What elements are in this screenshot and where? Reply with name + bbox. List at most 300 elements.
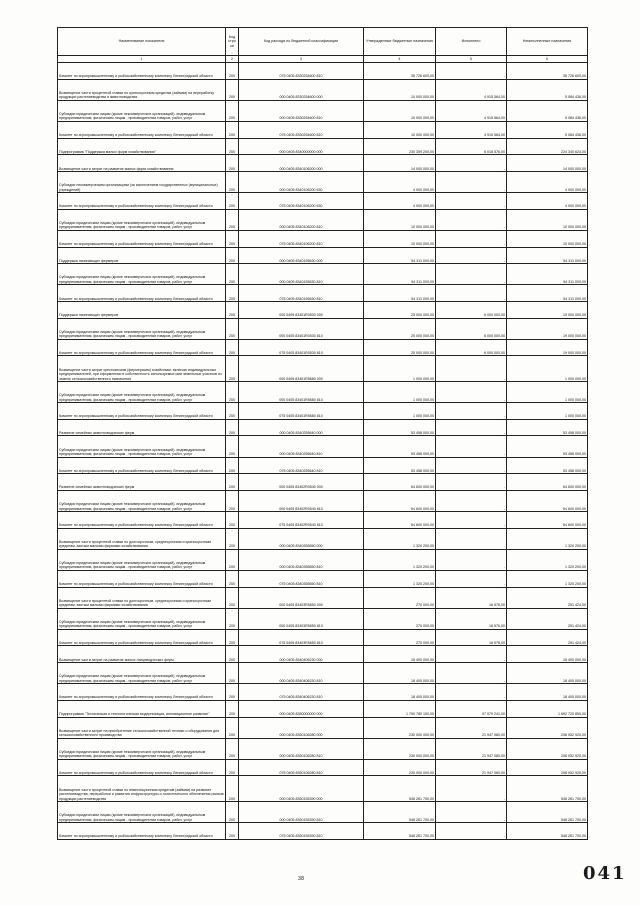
cell-line-code: 200: [226, 155, 239, 172]
cell-line-code: 200: [226, 79, 239, 100]
cell-name: Комитет по агропромышленному и рыбохозяйственному комплексу Ленинградской области: [58, 457, 226, 474]
cell-approved: 230 000 000,00: [364, 717, 436, 738]
cell-budget-code: 075 0405 8330254600 810: [239, 63, 364, 80]
table-row: [58, 570, 588, 587]
table-row: [58, 776, 588, 802]
cell-approved: 14 000 000,00: [364, 155, 436, 172]
cell-line-code: 200: [226, 247, 239, 264]
cell-name: Подпрограмма "Поддержка малых форм хозяйствования": [58, 138, 226, 155]
cell-line-code: 200: [226, 700, 239, 717]
cell-approved: 1 000 000,00: [364, 356, 436, 382]
cell-line-code: 200: [226, 121, 239, 138]
cell-name: Комитет по агропромышленному и рыбохозяйственному комплексу Ленинградской области: [58, 759, 226, 776]
cell-approved: 546 261 700,00: [364, 823, 436, 840]
cell-unexecuted: 18 400 000,00: [507, 663, 588, 684]
cell-line-code: 200: [226, 381, 239, 402]
cell-unexecuted: 1 320 200,00: [507, 549, 588, 570]
cell-approved: 53 458 000,00: [364, 457, 436, 474]
cell-executed: -: [436, 474, 507, 491]
cell-approved: 53 458 000,00: [364, 419, 436, 436]
cell-budget-code: 000 0405 8340155630 810: [239, 264, 364, 285]
cell-budget-code: 000 0405 8340255640 000: [239, 419, 364, 436]
cell-name: Субсидии юридическим лицам (кроме некоммерческих организаций), индивидуальным предпринимателям, физическим лицам - производителям товаров, работ, услуг: [58, 318, 226, 339]
cell-executed: -: [436, 193, 507, 210]
cell-name: Субсидии юридическим лицам (кроме некоммерческих организаций), индивидуальным предпринимателям, физическим лицам - производителям товаров, работ, услуг: [58, 608, 226, 629]
table-row: [58, 339, 588, 356]
table-row: [58, 381, 588, 402]
cell-budget-code: 000 0405 8340155630 000: [239, 247, 364, 264]
table-row: [58, 759, 588, 776]
cell-line-code: 200: [226, 100, 239, 121]
cell-executed: 6 018 576,00: [436, 138, 507, 155]
cell-name: Развитие семейных животноводческих ферм: [58, 474, 226, 491]
cell-budget-code: 075 0405 83401R0530 810: [239, 339, 364, 356]
table-body: [58, 63, 588, 840]
cell-name: Возмещение части процентной ставки по долгосрочным, среднесрочным и краткосрочным кредитам, взятым малыми формами хозяйствования: [58, 587, 226, 608]
cell-budget-code: 075 0405 83403R5650 810: [239, 629, 364, 646]
cell-approved: 54 311 000,00: [364, 285, 436, 302]
cell-approved: 64 600 000,00: [364, 511, 436, 528]
cell-unexecuted: 53 458 000,00: [507, 436, 588, 457]
cell-line-code: 200: [226, 356, 239, 382]
cell-executed: -: [436, 570, 507, 587]
cell-line-code: 200: [226, 549, 239, 570]
cell-unexecuted: 1 000 000,00: [507, 381, 588, 402]
cell-executed: 21 947 080,00: [436, 717, 507, 738]
cell-name: Возмещение части процентной ставки по краткосрочным кредитам (займам) на переработку продукции растениеводства и животноводства: [58, 79, 226, 100]
table-row: [58, 155, 588, 172]
cell-name: Субсидии юридическим лицам (кроме некоммерческих организаций), индивидуальным предпринимателям, физическим лицам - производителям товаров, работ, услуг: [58, 490, 226, 511]
table-row: [58, 209, 588, 230]
column-number: 3: [239, 56, 364, 63]
cell-executed: 21 947 080,00: [436, 738, 507, 759]
cell-approved: 18 400 000,00: [364, 684, 436, 701]
cell-executed: 6 000 000,00: [436, 318, 507, 339]
cell-name: Субсидии юридическим лицам (кроме некоммерческих организаций), индивидуальным предпринимателям, физическим лицам - производителям товаров, работ, услуг: [58, 738, 226, 759]
cell-budget-code: 000 0405 8350000000 000: [239, 700, 364, 717]
cell-line-code: 200: [226, 193, 239, 210]
cell-approved: 18 400 000,00: [364, 663, 436, 684]
cell-line-code: 200: [226, 339, 239, 356]
cell-line-code: 200: [226, 629, 239, 646]
cell-executed: 18 576,00: [436, 587, 507, 608]
cell-unexecuted: 19 000 000,00: [507, 318, 588, 339]
cell-name: Комитет по агропромышленному и рыбохозяйственному комплексу Ленинградской области: [58, 511, 226, 528]
table-row: [58, 264, 588, 285]
cell-unexecuted: 36 726 600,00: [507, 63, 588, 80]
cell-approved: 1 320 200,00: [364, 528, 436, 549]
cell-name: Возмещение части затрат на развитие малых птицеводческих ферм: [58, 646, 226, 663]
cell-approved: 1 320 200,00: [364, 570, 436, 587]
cell-line-code: 200: [226, 570, 239, 587]
cell-name: Субсидии юридическим лицам (кроме некоммерческих организаций), индивидуальным предпринимателям, физическим лицам - производителям товаров, работ, услуг: [58, 209, 226, 230]
stamp-number: 041: [583, 863, 627, 884]
cell-executed: -: [436, 209, 507, 230]
cell-budget-code: 075 0405 8340255640 810: [239, 457, 364, 474]
cell-unexecuted: 14 000 000,00: [507, 155, 588, 172]
page-number: 38: [298, 876, 305, 882]
cell-budget-code: 000 0405 8340000000 000: [239, 138, 364, 155]
cell-name: Комитет по агропромышленному и рыбохозяйственному комплексу Ленинградской области: [58, 629, 226, 646]
cell-executed: -: [436, 171, 507, 192]
cell-unexecuted: 5 084 436,00: [507, 100, 588, 121]
cell-executed: -: [436, 264, 507, 285]
table-row: [58, 801, 588, 822]
cell-executed: -: [436, 646, 507, 663]
cell-name: Субсидии юридическим лицам (кроме некоммерческих организаций), индивидуальным предпринимателям, физическим лицам - производителям товаров, работ, услуг: [58, 549, 226, 570]
table-row: [58, 608, 588, 629]
cell-executed: -: [436, 381, 507, 402]
cell-line-code: 200: [226, 138, 239, 155]
cell-line-code: 200: [226, 823, 239, 840]
cell-line-code: 200: [226, 63, 239, 80]
header-name: Наименование показателя: [58, 28, 226, 56]
cell-budget-code: 000 0405 83401R5680 000: [239, 356, 364, 382]
cell-executed: 18 576,00: [436, 608, 507, 629]
table-row: [58, 823, 588, 840]
cell-budget-code: 075 0405 8340406230 810: [239, 684, 364, 701]
cell-line-code: 200: [226, 457, 239, 474]
cell-budget-code: 000 0405 8340406230 000: [239, 646, 364, 663]
cell-approved: 270 000,00: [364, 629, 436, 646]
header-budget-code: Код расхода по бюджетной классификации: [239, 28, 364, 56]
table-row: [58, 457, 588, 474]
column-number: 5: [436, 56, 507, 63]
cell-line-code: 200: [226, 209, 239, 230]
cell-unexecuted: 4 000 000,00: [507, 193, 588, 210]
cell-line-code: 200: [226, 801, 239, 822]
cell-approved: 25 000 000,00: [364, 318, 436, 339]
cell-line-code: 200: [226, 419, 239, 436]
cell-name: Поддержка начинающих фермеров: [58, 247, 226, 264]
cell-unexecuted: 18 400 000,00: [507, 646, 588, 663]
table-row: [58, 318, 588, 339]
cell-name: Возмещение части процентной ставки по инвестиционным кредитам (займам) на развитие растениеводства, переработки и развития инфраструктуры и логистического обеспечения рынков продукции растениеводства: [58, 776, 226, 802]
cell-executed: -: [436, 776, 507, 802]
cell-executed: 6 000 000,00: [436, 339, 507, 356]
cell-approved: 25 000 000,00: [364, 339, 436, 356]
cell-executed: -: [436, 247, 507, 264]
cell-approved: 10 000 000,00: [364, 230, 436, 247]
cell-unexecuted: 10 000 000,00: [507, 230, 588, 247]
cell-unexecuted: 4 000 000,00: [507, 171, 588, 192]
cell-budget-code: 075 0405 8340355650 810: [239, 570, 364, 587]
cell-approved: 10 000 000,00: [364, 121, 436, 138]
cell-line-code: 200: [226, 684, 239, 701]
cell-unexecuted: 1 000 000,00: [507, 403, 588, 420]
cell-approved: 1 320 200,00: [364, 549, 436, 570]
cell-line-code: 200: [226, 474, 239, 491]
cell-line-code: 200: [226, 717, 239, 738]
budget-table: [57, 27, 588, 840]
cell-approved: 18 400 000,00: [364, 646, 436, 663]
cell-budget-code: 000 0405 8350106280 810: [239, 738, 364, 759]
table-row: [58, 356, 588, 382]
cell-executed: -: [436, 63, 507, 80]
cell-line-code: 200: [226, 490, 239, 511]
cell-line-code: 200: [226, 776, 239, 802]
table-row: [58, 247, 588, 264]
cell-budget-code: 000 0405 83402R0540 810: [239, 490, 364, 511]
cell-budget-code: 000 0405 83401R5680 810: [239, 381, 364, 402]
cell-approved: 230 000 000,00: [364, 759, 436, 776]
table-row: [58, 230, 588, 247]
cell-name: Субсидии юридическим лицам (кроме некоммерческих организаций), индивидуальным предпринимателям, физическим лицам - производителям товаров, работ, услуг: [58, 436, 226, 457]
cell-approved: 270 000,00: [364, 587, 436, 608]
cell-budget-code: 000 0405 83403R5650 000: [239, 587, 364, 608]
cell-line-code: 200: [226, 301, 239, 318]
cell-line-code: 200: [226, 528, 239, 549]
cell-name: Комитет по агропромышленному и рыбохозяйственному комплексу Ленинградской области: [58, 63, 226, 80]
cell-approved: 230 000 000,00: [364, 738, 436, 759]
table-row: [58, 436, 588, 457]
cell-unexecuted: 53 458 000,00: [507, 457, 588, 474]
cell-budget-code: 000 0405 8340106200 810: [239, 209, 364, 230]
table-row: [58, 138, 588, 155]
table-row: [58, 79, 588, 100]
cell-executed: -: [436, 823, 507, 840]
cell-unexecuted: 19 000 000,00: [507, 301, 588, 318]
cell-budget-code: 075 0405 8340106200 810: [239, 230, 364, 247]
cell-executed: 21 947 080,00: [436, 759, 507, 776]
column-number-row: [58, 56, 588, 63]
table-row: [58, 403, 588, 420]
cell-budget-code: 000 0405 8350106280 000: [239, 717, 364, 738]
cell-line-code: 200: [226, 663, 239, 684]
cell-unexecuted: 54 311 000,00: [507, 285, 588, 302]
table-row: [58, 474, 588, 491]
cell-unexecuted: 546 261 700,00: [507, 776, 588, 802]
cell-executed: 18 576,00: [436, 629, 507, 646]
cell-unexecuted: 64 600 000,00: [507, 474, 588, 491]
cell-executed: -: [436, 155, 507, 172]
cell-budget-code: 000 0405 83401R0530 000: [239, 301, 364, 318]
cell-name: Субсидии некоммерческим организациям (за исключением государственных (муниципальных) учреждений): [58, 171, 226, 192]
cell-approved: 10 000 000,00: [364, 209, 436, 230]
cell-unexecuted: 1 320 200,00: [507, 528, 588, 549]
cell-name: Возмещение части затрат крестьянским (фермерским) хозяйствам, включая индивидуальных предпринимателей, при оформлении в собственность используемых ими земельных участков из земель сельскохозяйственного назначения: [58, 356, 226, 382]
cell-approved: 64 600 000,00: [364, 474, 436, 491]
cell-budget-code: 075 0405 8340155630 810: [239, 285, 364, 302]
table-row: [58, 549, 588, 570]
cell-approved: 25 000 000,00: [364, 301, 436, 318]
cell-approved: 1 000 000,00: [364, 403, 436, 420]
cell-budget-code: 000 0405 8340355650 000: [239, 528, 364, 549]
cell-approved: 1 790 780 100,00: [364, 700, 436, 717]
cell-unexecuted: 208 052 920,00: [507, 717, 588, 738]
table-row: [58, 100, 588, 121]
table-row: [58, 171, 588, 192]
cell-line-code: 200: [226, 436, 239, 457]
cell-name: Субсидии юридическим лицам (кроме некоммерческих организаций), индивидуальным предпринимателям, физическим лицам - производителям товаров, работ, услуг: [58, 264, 226, 285]
table-row: [58, 511, 588, 528]
cell-line-code: 200: [226, 230, 239, 247]
table-row: [58, 587, 588, 608]
table-row: [58, 490, 588, 511]
cell-approved: 546 261 700,00: [364, 801, 436, 822]
cell-name: Возмещение части затрат на приобретение сельскохозяйственной техники и оборудования для сельскохозяйственного производства: [58, 717, 226, 738]
cell-unexecuted: 54 311 000,00: [507, 247, 588, 264]
cell-executed: 4 915 564,00: [436, 100, 507, 121]
cell-executed: -: [436, 528, 507, 549]
cell-name: Комитет по агропромышленному и рыбохозяйственному комплексу Ленинградской области: [58, 121, 226, 138]
header-row: [58, 28, 588, 56]
header-executed: Исполнено: [436, 28, 507, 56]
cell-unexecuted: 208 052 920,00: [507, 738, 588, 759]
cell-unexecuted: 64 600 000,00: [507, 490, 588, 511]
cell-executed: -: [436, 684, 507, 701]
cell-budget-code: 000 0405 8340106200 000: [239, 155, 364, 172]
table-row: [58, 419, 588, 436]
cell-line-code: 200: [226, 738, 239, 759]
cell-line-code: 200: [226, 264, 239, 285]
cell-line-code: 200: [226, 608, 239, 629]
cell-budget-code: 000 0405 8340106200 630: [239, 171, 364, 192]
cell-approved: 64 600 000,00: [364, 490, 436, 511]
cell-unexecuted: 208 052 920,00: [507, 759, 588, 776]
header-approved: Утвержденные бюджетные назначения: [364, 28, 436, 56]
cell-unexecuted: 251 424,00: [507, 587, 588, 608]
cell-unexecuted: 251 424,00: [507, 608, 588, 629]
table-row: [58, 646, 588, 663]
cell-approved: 10 000 000,00: [364, 79, 436, 100]
cell-line-code: 200: [226, 646, 239, 663]
cell-unexecuted: 546 261 700,00: [507, 823, 588, 840]
cell-approved: 270 000,00: [364, 608, 436, 629]
table-row: [58, 121, 588, 138]
column-number: 2: [226, 56, 239, 63]
cell-name: Субсидии юридическим лицам (кроме некоммерческих организаций), индивидуальным предпринимателям, физическим лицам - производителям товаров, работ, услуг: [58, 663, 226, 684]
cell-name: Комитет по агропромышленному и рыбохозяйственному комплексу Ленинградской области: [58, 823, 226, 840]
cell-line-code: 200: [226, 403, 239, 420]
cell-unexecuted: 1 692 720 859,00: [507, 700, 588, 717]
cell-budget-code: 000 0405 83402R0540 000: [239, 474, 364, 491]
cell-budget-code: 000 0405 83401R0530 810: [239, 318, 364, 339]
cell-executed: 4 915 564,00: [436, 79, 507, 100]
cell-executed: -: [436, 549, 507, 570]
cell-executed: 6 000 000,00: [436, 301, 507, 318]
cell-budget-code: 000 0405 8350155390 810: [239, 801, 364, 822]
cell-budget-code: 000 0405 83403R5650 810: [239, 608, 364, 629]
cell-executed: -: [436, 801, 507, 822]
table-row: [58, 193, 588, 210]
cell-unexecuted: 18 400 000,00: [507, 684, 588, 701]
cell-budget-code: 075 0405 8350106280 810: [239, 759, 364, 776]
cell-line-code: 200: [226, 759, 239, 776]
cell-line-code: 200: [226, 587, 239, 608]
cell-name: Возмещение части процентной ставки по долгосрочным, среднесрочным и краткосрочным кредитам, взятым малыми формами хозяйствования: [58, 528, 226, 549]
cell-approved: 54 311 000,00: [364, 264, 436, 285]
table-row: [58, 629, 588, 646]
cell-unexecuted: 251 424,00: [507, 629, 588, 646]
cell-line-code: 200: [226, 318, 239, 339]
table-row: [58, 301, 588, 318]
table-row: [58, 738, 588, 759]
cell-budget-code: 075 0405 83402R0540 810: [239, 511, 364, 528]
cell-unexecuted: 54 311 000,00: [507, 264, 588, 285]
cell-unexecuted: 10 000 000,00: [507, 209, 588, 230]
cell-name: Развитие семейных животноводческих ферм: [58, 419, 226, 436]
cell-name: Комитет по агропромышленному и рыбохозяйственному комплексу Ленинградской области: [58, 403, 226, 420]
table-row: [58, 285, 588, 302]
cell-executed: -: [436, 436, 507, 457]
cell-name: Субсидии юридическим лицам (кроме некоммерческих организаций), индивидуальным предпринимателям, физическим лицам - производителям товаров, работ, услуг: [58, 381, 226, 402]
cell-line-code: 200: [226, 285, 239, 302]
cell-executed: -: [436, 511, 507, 528]
cell-approved: 36 726 600,00: [364, 63, 436, 80]
cell-budget-code: 000 0405 8350155390 000: [239, 776, 364, 802]
cell-unexecuted: 5 084 436,00: [507, 121, 588, 138]
cell-executed: -: [436, 230, 507, 247]
cell-approved: 4 000 000,00: [364, 193, 436, 210]
cell-executed: -: [436, 403, 507, 420]
cell-line-code: 200: [226, 511, 239, 528]
cell-name: Комитет по агропромышленному и рыбохозяйственному комплексу Ленинградской области: [58, 684, 226, 701]
cell-executed: -: [436, 356, 507, 382]
cell-budget-code: 075 0405 8340106200 630: [239, 193, 364, 210]
cell-name: Подпрограмма "Техническая и технологическая модернизация, инновационное развитие": [58, 700, 226, 717]
cell-budget-code: 075 0405 8350155390 810: [239, 823, 364, 840]
cell-executed: 4 915 564,00: [436, 121, 507, 138]
cell-name: Возмещение части затрат на развитие малых форм хозяйствования: [58, 155, 226, 172]
cell-name: Комитет по агропромышленному и рыбохозяйственному комплексу Ленинградской области: [58, 193, 226, 210]
cell-executed: -: [436, 457, 507, 474]
cell-line-code: 200: [226, 171, 239, 192]
cell-unexecuted: 224 340 624,00: [507, 138, 588, 155]
cell-executed: -: [436, 490, 507, 511]
cell-approved: 54 311 000,00: [364, 247, 436, 264]
cell-name: Комитет по агропромышленному и рыбохозяйственному комплексу Ленинградской области: [58, 339, 226, 356]
cell-approved: 53 458 000,00: [364, 436, 436, 457]
table-row: [58, 700, 588, 717]
column-number: 4: [364, 56, 436, 63]
cell-executed: -: [436, 285, 507, 302]
column-number: 1: [58, 56, 226, 63]
cell-unexecuted: 64 600 000,00: [507, 511, 588, 528]
cell-approved: 4 000 000,00: [364, 171, 436, 192]
table-row: [58, 684, 588, 701]
cell-name: Поддержка начинающих фермеров: [58, 301, 226, 318]
cell-unexecuted: 1 000 000,00: [507, 356, 588, 382]
cell-budget-code: 000 0405 8330254600 810: [239, 100, 364, 121]
cell-budget-code: 075 0405 8330254600 810: [239, 121, 364, 138]
cell-name: Комитет по агропромышленному и рыбохозяйственному комплексу Ленинградской области: [58, 285, 226, 302]
cell-unexecuted: 5 084 436,00: [507, 79, 588, 100]
cell-executed: -: [436, 663, 507, 684]
cell-unexecuted: 1 320 200,00: [507, 570, 588, 587]
cell-executed: -: [436, 419, 507, 436]
cell-executed: 97 979 241,00: [436, 700, 507, 717]
cell-budget-code: 000 0405 8330254600 000: [239, 79, 364, 100]
header-unexecuted: Неисполненные назначения: [507, 28, 588, 56]
cell-approved: 1 000 000,00: [364, 381, 436, 402]
table-row: [58, 528, 588, 549]
cell-approved: 230 359 200,00: [364, 138, 436, 155]
table-row: [58, 717, 588, 738]
column-number: 6: [507, 56, 588, 63]
cell-name: Субсидии юридическим лицам (кроме некоммерческих организаций), индивидуальным предпринимателям, физическим лицам - производителям товаров, работ, услуг: [58, 801, 226, 822]
cell-budget-code: 000 0405 8340355650 810: [239, 549, 364, 570]
cell-approved: 10 000 000,00: [364, 100, 436, 121]
table-row: [58, 663, 588, 684]
cell-unexecuted: 546 261 700,00: [507, 801, 588, 822]
cell-name: Комитет по агропромышленному и рыбохозяйственному комплексу Ленинградской области: [58, 230, 226, 247]
cell-budget-code: 000 0405 8340255640 810: [239, 436, 364, 457]
cell-approved: 546 261 700,00: [364, 776, 436, 802]
table-row: [58, 63, 588, 80]
cell-name: Субсидии юридическим лицам (кроме некоммерческих организаций), индивидуальным предпринимателям, физическим лицам - производителям товаров, работ, услуг: [58, 100, 226, 121]
cell-budget-code: 000 0405 8340406230 810: [239, 663, 364, 684]
